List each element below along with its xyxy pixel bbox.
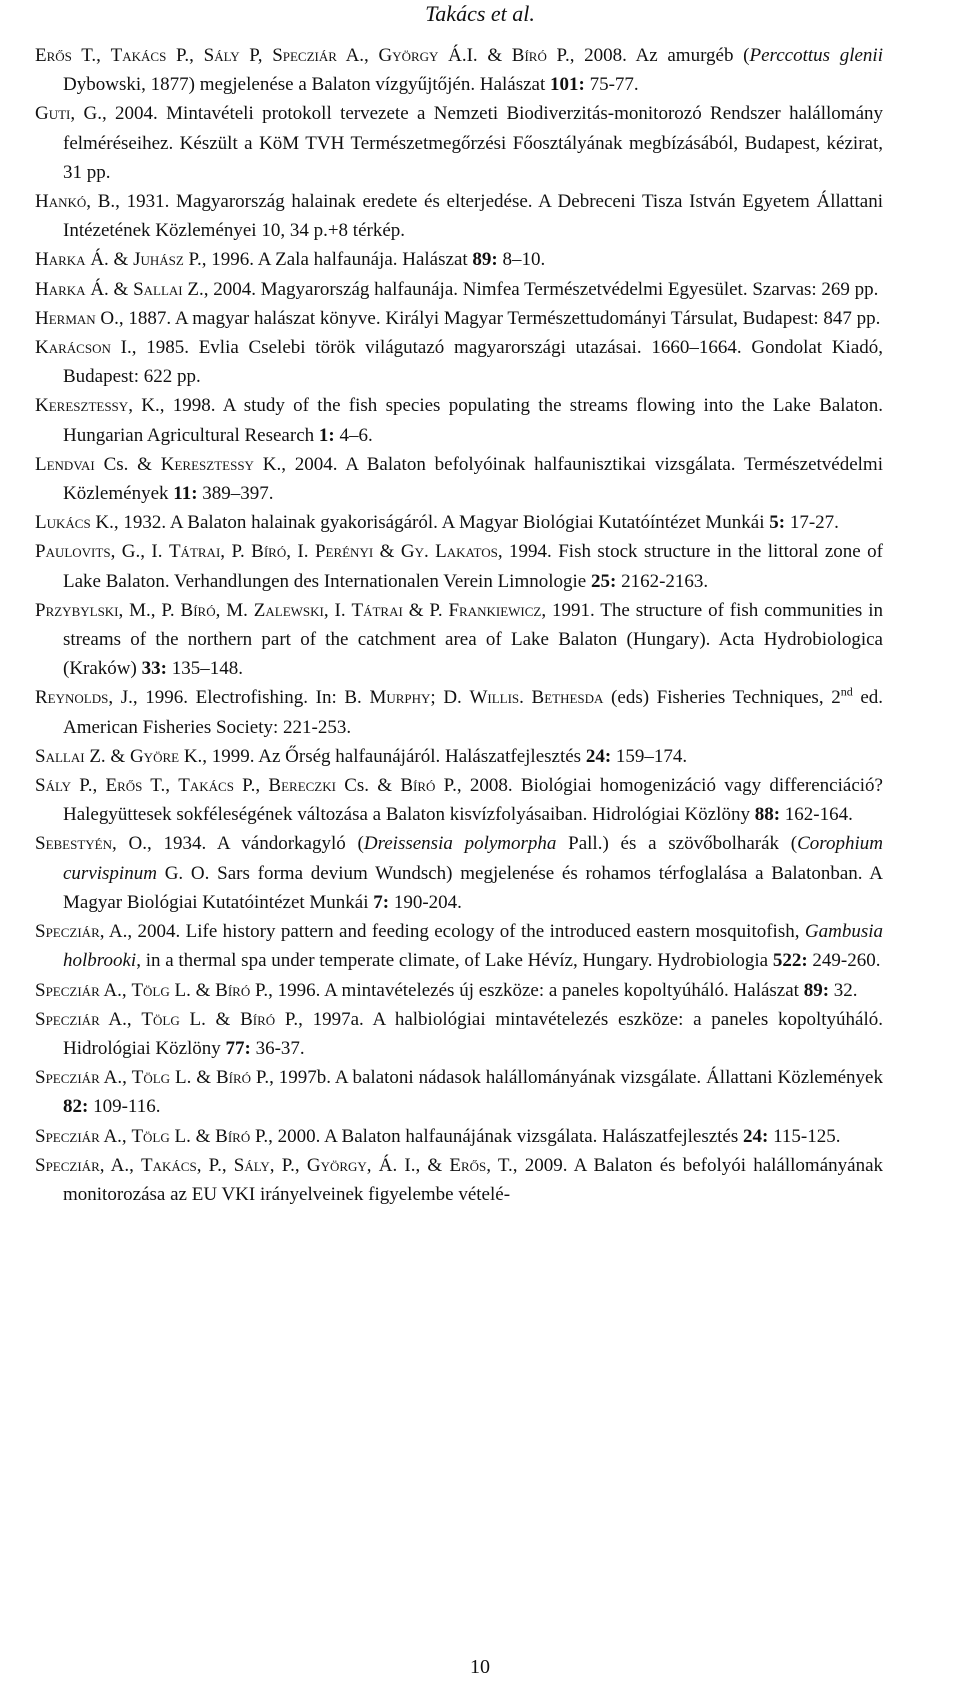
citation-text: , P., [196, 1154, 234, 1176]
author-name: Specziár [35, 979, 100, 1001]
author-name: Specziár [35, 1067, 100, 1089]
citation-text: 159–174. [611, 745, 688, 767]
author-name: Guti [35, 103, 71, 125]
reference-entry [35, 333, 883, 391]
citation-text: , B., 1931. Magyarország halainak eredete és elterjedése. A Debreceni Tisza István Egyetem Állattani Intézetének Közleményei 10, 34 p.+8 térkép. [63, 191, 883, 242]
citation-text: , T., 2009. A Balaton és befolyói halállományának monitorozása az EU VKI irányelveinek figyelembe vételé- [63, 1154, 883, 1205]
volume-number: 33: [141, 658, 167, 680]
citation-text: Z., 2004. Magyarország halfaunája. Nimfea Természetvédelmi Egyesület. Szarvas: 269 pp. [182, 278, 879, 300]
citation-text: A., [99, 1125, 132, 1147]
volume-number: 522: [772, 950, 808, 972]
citation-text: 75-77. [584, 74, 639, 96]
volume-number: 89: [803, 979, 830, 1001]
author-name: Willis [469, 687, 520, 709]
author-name: Hankó [35, 191, 87, 213]
citation-text: I., 1985. Evlia Cselebi török világutazó magyarországi utazásai. 1660–1664. Gondolat Kiadó, Budapest: 622 pp. [63, 337, 883, 388]
author-name: Specziár [272, 45, 337, 66]
author-name: Gy. Lakatos [400, 541, 498, 563]
author-name: Bíró [215, 1067, 252, 1089]
volume-number: 7: [373, 891, 390, 913]
volume-number: 1: [318, 424, 335, 446]
citation-text: 17-27. [785, 512, 839, 534]
author-name: Paulovits [35, 541, 111, 563]
author-name: Tölg [141, 1008, 180, 1030]
author-name: Bereczki [268, 775, 336, 797]
citation-text: , G., 2004. Mintavételi protokoll tervezete a Nemzeti Biodiverzitás-monitorozó Rendszer halállomány felméréseihez. Készült a KöM TVH Természetmegőrzési Főosztályának megbízásából, Budapest, kézirat, 31 pp. [63, 103, 883, 183]
citation-text: P., [70, 775, 106, 797]
citation-text: Pall.) és a szövőbolharák ( [556, 833, 798, 855]
author-name: Harka [35, 249, 86, 271]
reference-entry [35, 1005, 883, 1063]
author-name: Sallai [133, 278, 183, 300]
reference-entry [35, 1063, 883, 1121]
author-name: Tölg [131, 1125, 170, 1147]
citation-text: ; D. [430, 687, 470, 709]
author-name: Takács [141, 1154, 197, 1176]
citation-text: 4–6. [334, 424, 373, 446]
citation-text: P., 1997a. A halbiológiai mintavételezés eszköze: a paneles kopoltyúháló. Hidrológiai Közlöny [63, 1008, 883, 1059]
citation-text: Á. & [85, 278, 134, 300]
reference-list [35, 41, 883, 1209]
citation-text: , I. [286, 541, 315, 563]
author-name: Bethesda [531, 687, 604, 709]
reference-entry [35, 391, 883, 449]
volume-number: 25: [590, 570, 617, 592]
citation-text: , in a thermal spa under temperate climate, of Lake Hévíz, Hungary. Hydrobiologia [136, 950, 773, 972]
author-name: Sebestyén [35, 833, 113, 855]
author-name: Specziár [35, 921, 100, 943]
citation-text: P., 1996. A Zala halfaunája. Halászat [183, 249, 473, 271]
citation-text: , 1991. The structure of fish communities in streams of the northern part of the catchment area of Lake Balaton (Hungary). Acta Hydrobiologica (Kraków) [63, 599, 883, 680]
citation-text: 36-37. [250, 1037, 305, 1059]
author-name: Lendvai [35, 453, 95, 475]
citation-text: L. & [169, 1125, 216, 1147]
citation-text: P., 2008. Az amurgéb ( [546, 45, 750, 66]
citation-text: (eds) Fisheries Techniques, 2 [603, 687, 841, 709]
citation-text: A., [99, 1008, 142, 1030]
citation-text: 115-125. [768, 1125, 841, 1147]
citation-text: 8–10. [497, 249, 546, 271]
author-name: Bíró [251, 541, 287, 563]
citation-text: ed. American Fisheries Society: 221-253. [63, 687, 884, 738]
citation-text: , I. [323, 599, 352, 621]
volume-number: 24: [743, 1125, 769, 1147]
author-name: Przybylski [35, 599, 119, 621]
citation-text: 389–397. [197, 483, 274, 505]
author-name: Györe [129, 745, 180, 767]
author-name: Perényi [314, 541, 374, 563]
citation-text: , 1994. Fish stock structure in the littoral zone of Lake Balaton. Verhandlungen des Internationalen Verein Limnologie [63, 541, 884, 592]
reference-entry [35, 596, 883, 684]
citation-text: 32. [829, 979, 858, 1001]
reference-entry [35, 683, 883, 741]
citation-text: P., [233, 775, 269, 797]
citation-text: 135–148. [166, 658, 243, 680]
superscript: nd [840, 685, 853, 700]
author-name: Karácson [35, 337, 111, 359]
citation-text: K., 1932. A Balaton halainak gyakoriságáról. A Magyar Biológiai Kutatóíntézet Munkái [90, 512, 770, 534]
author-name: Bíró [215, 1125, 251, 1147]
citation-text: P, [239, 45, 273, 66]
author-name: Specziár [35, 1154, 100, 1176]
citation-text: , G., I. [110, 541, 169, 563]
citation-text: 162-164. [780, 804, 853, 826]
reference-entry [35, 187, 883, 245]
author-name: Specziár [35, 1008, 100, 1030]
citation-text: & P. [402, 599, 449, 621]
citation-text: , J., 1996. Electrofishing. In: B. [108, 687, 370, 709]
author-name: Erős [449, 1154, 487, 1176]
author-name: Murphy [369, 687, 431, 709]
volume-number: 11: [173, 483, 198, 505]
reference-entry [35, 976, 883, 1005]
citation-text: 2162-2163. [616, 570, 709, 592]
reference-entry [35, 1151, 883, 1209]
reference-entry [35, 917, 883, 975]
reference-entry [35, 508, 883, 537]
author-name: Tölg [131, 979, 170, 1001]
citation-text: K., 2004. A Balaton befolyóinak halfaunisztikai vizsgálata. Természetvédelmi Közlemények [63, 453, 883, 505]
volume-number: 89: [472, 249, 498, 271]
citation-text: P., [166, 45, 204, 66]
citation-text: , M. [215, 599, 254, 621]
citation-text: , K., 1998. A study of the fish species populating the streams flowing into the Lake Balaton. Hungarian Agricultural Research [63, 395, 883, 446]
citation-text: , M., P. [118, 599, 181, 621]
citation-text: L. & [169, 979, 216, 1001]
italic-text: Gambusia holbrooki [63, 921, 883, 972]
citation-text: . [519, 687, 532, 709]
author-name: Bíró [180, 599, 216, 621]
citation-text: Cs. & [335, 775, 401, 797]
citation-text: P., 2000. A Balaton halfaunájának vizsgálata. Halászatfejlesztés [250, 1125, 744, 1147]
italic-text: Dreissensia polymorpha [363, 833, 557, 855]
author-name: Keresztessy [35, 395, 129, 417]
volume-number: 5: [769, 512, 786, 534]
author-name: Tölg [131, 1067, 171, 1089]
citation-text: Cs. & [94, 453, 161, 475]
author-name: Tátrai [168, 541, 221, 563]
italic-text: Perccottus glenii [749, 45, 883, 66]
citation-text: Dybowski, 1877) megjelenése a Balaton vízgyűjtőjén. Halászat [63, 74, 551, 96]
italic-text: Corophium curvispinum [63, 833, 883, 884]
volume-number: 88: [754, 804, 781, 826]
citation-text: A., [99, 979, 132, 1001]
reference-entry [35, 1122, 883, 1151]
citation-text: O., 1887. A magyar halászat könyve. Királyi Magyar Természettudományi Társulat, Budapest: 847 pp. [95, 307, 881, 329]
reference-entry [35, 742, 883, 771]
citation-text: T., [71, 45, 111, 66]
author-name: Harka [35, 278, 86, 300]
citation-text: 249-260. [807, 950, 881, 972]
author-name: Sály [35, 775, 71, 797]
author-name: Bíró [240, 1008, 276, 1030]
citation-text: K., 1999. Az Őrség halfaunájáról. Halászatfejlesztés [179, 745, 586, 767]
running-head: Takács et al. [425, 1, 535, 26]
citation-text: , A., [99, 1154, 142, 1176]
citation-text: P., 1996. A mintavételezés új eszköze: a paneles kopoltyúháló. Halászat [250, 979, 804, 1001]
reference-entry [35, 304, 883, 333]
citation-text: L. & [170, 1067, 216, 1089]
volume-number: 24: [585, 745, 612, 767]
citation-text: , P. [220, 541, 252, 563]
reference-entry [35, 99, 883, 187]
citation-text: 109-116. [88, 1096, 161, 1118]
author-name: Sály [233, 1154, 270, 1176]
citation-text: , P., [269, 1154, 307, 1176]
author-name: Takács [178, 775, 234, 797]
reference-entry [35, 450, 883, 508]
citation-text: A., [336, 45, 379, 66]
volume-number: 77: [225, 1037, 251, 1059]
citation-text: G. O. Sars forma devium Wundsch) megjelenése és rohamos térfoglalása a Balatonban. A Magyar Biológiai Kutatóintézet Munkái [63, 862, 883, 913]
citation-text: Á. & [85, 249, 134, 271]
volume-number: 101: [550, 74, 585, 96]
citation-text: & [373, 541, 401, 563]
citation-text: , O., 1934. A vándorkagyló ( [112, 833, 364, 855]
reference-entry [35, 771, 883, 829]
reference-entry [35, 537, 883, 595]
citation-text: 190-204. [389, 891, 462, 913]
citation-text: Á.I. & [438, 45, 512, 66]
reference-entry [35, 275, 883, 304]
citation-text: P., 2008. Biológiai homogenizáció vagy differenciáció? Halegyüttesek sokféleségének változása a Balaton kisvízfolyásaiban. Hidrológiai Közlöny [63, 775, 883, 826]
author-name: Tátrai [351, 599, 403, 621]
citation-text: P., 1997b. A balatoni nádasok halállományának vizsgálate. Állattani Közlemények [251, 1067, 883, 1089]
author-name: Erős [35, 45, 72, 66]
author-name: Takács [110, 45, 167, 66]
page-number: 10 [470, 1656, 490, 1678]
author-name: Reynolds [35, 687, 109, 709]
author-name: Bíró [215, 979, 251, 1001]
author-name: Bíró [511, 45, 547, 66]
author-name: Sály [203, 45, 240, 66]
citation-text: , A., 2004. Life history pattern and feeding ecology of the introduced eastern mosquitofish, [99, 921, 805, 943]
author-name: Lukács [35, 512, 91, 534]
author-name: György [378, 45, 439, 66]
author-name: Juhász [133, 249, 184, 271]
author-name: Specziár [35, 1125, 100, 1147]
author-name: Erős [105, 775, 143, 797]
author-name: Keresztessy [160, 453, 254, 475]
volume-number: 82: [63, 1096, 89, 1118]
citation-text: T., [142, 775, 179, 797]
reference-entry [35, 829, 883, 917]
citation-text: A., [99, 1067, 132, 1089]
citation-text: Z. & [84, 745, 130, 767]
citation-text: , Á. I., & [366, 1154, 450, 1176]
author-name: György [306, 1154, 367, 1176]
author-name: Zalewski [253, 599, 324, 621]
author-name: Sallai [35, 745, 85, 767]
reference-entry [35, 41, 883, 99]
author-name: Herman [35, 307, 96, 329]
author-name: Bíró [400, 775, 436, 797]
reference-entry [35, 245, 883, 274]
author-name: Frankiewicz [448, 599, 542, 621]
citation-text: L. & [179, 1008, 241, 1030]
